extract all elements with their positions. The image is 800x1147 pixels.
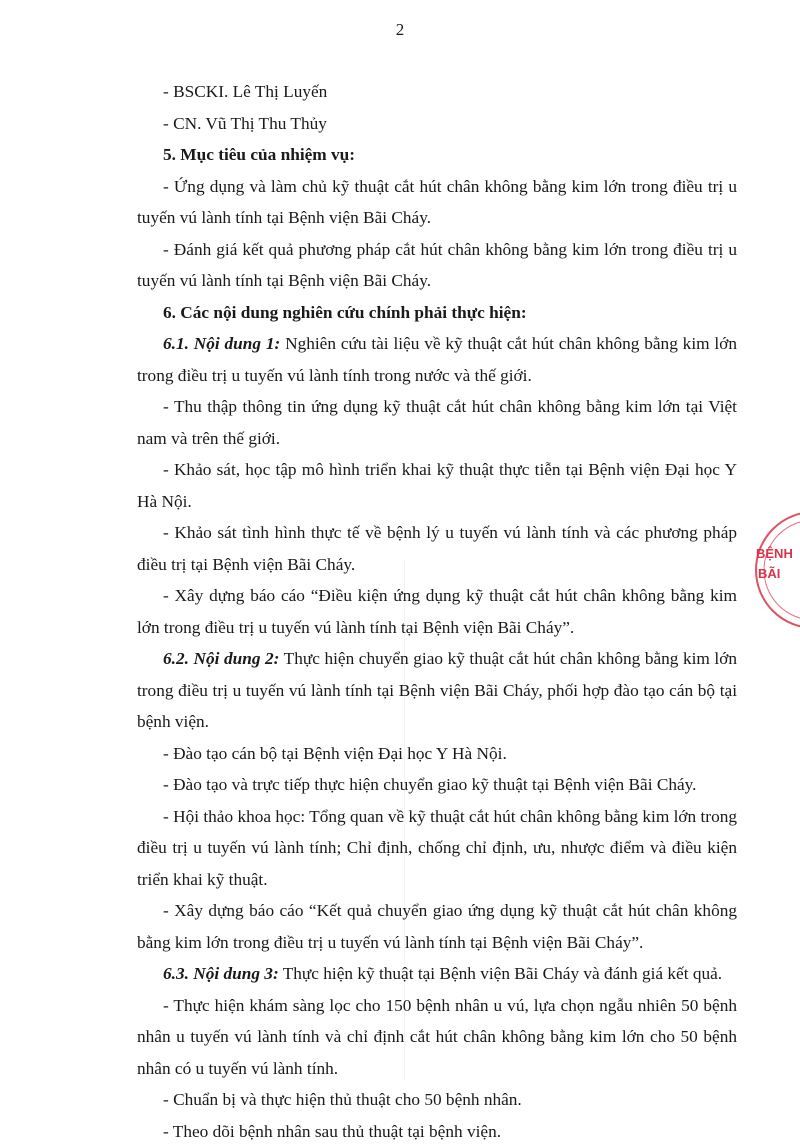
paragraph: - Xây dựng báo cáo “Kết quả chuyển giao ứng dụng kỹ thuật cắt hút chân không bằng kim lớn trong điều trị u tuyến vú lành tính tại Bệnh viện Bãi Cháy”. (137, 895, 737, 958)
member-line: - CN. Vũ Thị Thu Thủy (137, 108, 737, 140)
subsection-heading: 6.1. Nội dung 1: (163, 334, 280, 353)
subsection-text: Thực hiện kỹ thuật tại Bệnh viện Bãi Cháy và đánh giá kết quả. (279, 964, 722, 983)
paragraph: - Theo dõi bệnh nhân sau thủ thuật tại bệnh viện. (137, 1116, 737, 1147)
paragraph: - Đánh giá kết quả phương pháp cắt hút chân không bằng kim lớn trong điều trị u tuyến vú lành tính tại Bệnh viện Bãi Cháy. (137, 234, 737, 297)
subsection-text: Thực hiện chuyển giao kỹ thuật cắt hút chân không bằng kim lớn trong điều trị u tuyến vú lành tính tại Bệnh viện Bãi Cháy, phối hợp đào tạo cán bộ tại bệnh viện. (137, 649, 737, 731)
hospital-stamp (752, 500, 800, 640)
member-line: - BSCKI. Lê Thị Luyến (137, 76, 737, 108)
paragraph: - Thực hiện khám sàng lọc cho 150 bệnh nhân u vú, lựa chọn ngẫu nhiên 50 bệnh nhân u tuyến vú lành tính và chỉ định cắt hút chân không bằng kim lớn cho 50 bệnh nhân có u tuyến vú lành tính. (137, 990, 737, 1085)
section-heading: 6. Các nội dung nghiên cứu chính phải thực hiện: (137, 297, 737, 329)
stamp-seal-icon (752, 500, 800, 640)
subsection-paragraph (137, 328, 737, 391)
section-heading: 5. Mục tiêu của nhiệm vụ: (137, 139, 737, 171)
subsection-paragraph (137, 958, 737, 990)
paragraph: - Thu thập thông tin ứng dụng kỹ thuật cắt hút chân không bằng kim lớn tại Việt nam và trên thế giới. (137, 391, 737, 454)
paragraph: - Ứng dụng và làm chủ kỹ thuật cắt hút chân không bằng kim lớn trong điều trị u tuyến vú lành tính tại Bệnh viện Bãi Cháy. (137, 171, 737, 234)
subsection-heading: 6.2. Nội dung 2: (163, 649, 279, 668)
paragraph: - Xây dựng báo cáo “Điều kiện ứng dụng kỹ thuật cắt hút chân không bằng kim lớn trong điều trị u tuyến vú lành tính tại Bệnh viện Bãi Cháy”. (137, 580, 737, 643)
document-body (137, 76, 737, 1147)
page-number: 2 (0, 20, 800, 40)
paragraph: - Hội thảo khoa học: Tổng quan về kỹ thuật cắt hút chân không bằng kim lớn trong điều trị u tuyến vú lành tính; Chỉ định, chống chỉ định, ưu, nhược điểm và điều kiện triển khai kỹ thuật. (137, 801, 737, 896)
subsection-text: Nghiên cứu tài liệu về kỹ thuật cắt hút chân không bằng kim lớn trong điều trị u tuyến vú lành tính trong nước và thế giới. (137, 334, 737, 385)
scan-fold-line (404, 560, 405, 1080)
subsection-heading: 6.3. Nội dung 3: (163, 964, 279, 983)
paragraph: - Đào tạo cán bộ tại Bệnh viện Đại học Y Hà Nội. (137, 738, 737, 770)
stamp-text-2: BÃI (758, 566, 780, 581)
subsection-paragraph (137, 643, 737, 738)
paragraph: - Khảo sát tình hình thực tế về bệnh lý u tuyến vú lành tính và các phương pháp điều trị tại Bệnh viện Bãi Cháy. (137, 517, 737, 580)
paragraph: - Chuẩn bị và thực hiện thủ thuật cho 50 bệnh nhân. (137, 1084, 737, 1116)
stamp-text-1: BỆNH (756, 546, 793, 561)
paragraph: - Đào tạo và trực tiếp thực hiện chuyển giao kỹ thuật tại Bệnh viện Bãi Cháy. (137, 769, 737, 801)
paragraph: - Khảo sát, học tập mô hình triển khai kỹ thuật thực tiễn tại Bệnh viện Đại học Y Hà Nội. (137, 454, 737, 517)
